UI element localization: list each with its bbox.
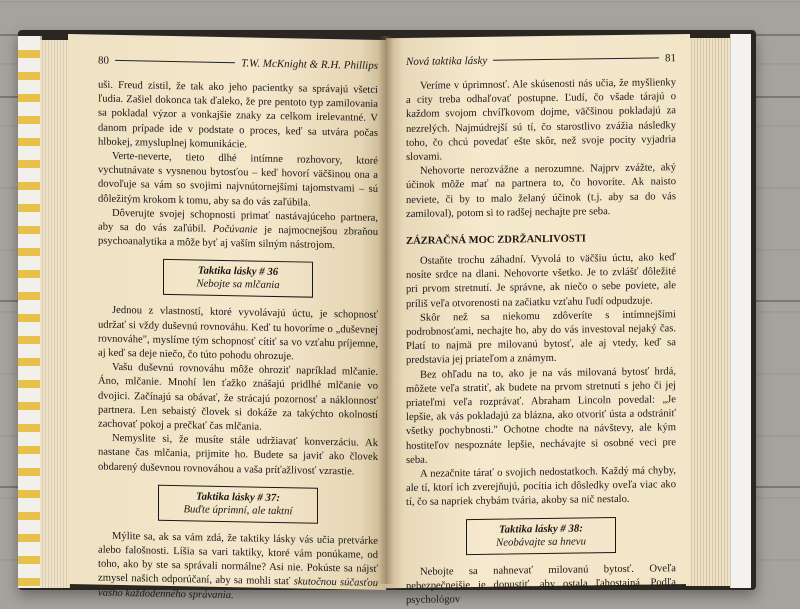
emphasis: skutočnou súčasťou vášho každodenného správania. xyxy=(98,576,378,601)
book-cover-right xyxy=(730,34,751,588)
book-gutter xyxy=(378,36,394,584)
right-page xyxy=(386,34,690,607)
paragraph: Verte-neverte, tieto dlhé intímne rozhovory, ktoré vychutnávate s vysnenou bytosťou – keď hovorí väčšinou ona a dovoľuje sa vám so svojimi najvnútornejšími tajomstvami – sú dôležitým krokom k tomu, aby sa do vás zaľúbila. xyxy=(98,150,378,209)
paragraph: Nebojte sa nahnevať milovanú bytosť. Oveľa nebezpečnejšie je dopustiť, aby ostala ľahostajná. Podľa psychológov xyxy=(406,562,676,607)
header-rule xyxy=(493,57,659,60)
paragraph: Veríme v úprimnosť. Ale skúsenosti nás učia, že myšlienky a city treba odhaľovať postupne. Ľudí, čo všade tárajú o každom svojom chvíľkovom dojme, väčšinou pokladajú za nezrelých. Najmúdrejší sú tí, čo starostlivo zvážia následky toho, čo chcú povedať ešte skôr, než svoje pocity vyjadria slovami. xyxy=(406,77,676,163)
paragraph: Ostaňte trochu záhadní. Vyvolá to väčšiu úctu, ako keď nosíte srdce na dlani. Nehovorte všetko. Je to zvlášť dôležité pri prvom stretnutí. Je správne, ak niečo o sebe poviete, ale príliš veľa otvorenosti na začiatku vzťahu ľudí odpudzuje. xyxy=(406,252,676,310)
paragraph: Nehovorte nerozvážne a nerozumne. Najprv zvážte, aký účinok môže mať na partnera to, čo hovoríte. Ak naisto neviete, či by to malo želaný účinok (t.j. aby sa do vás zamiloval), potom si to radšej nechajte pre seba. xyxy=(406,162,676,220)
left-running-head: T.W. McKnight & R.H. Phillips xyxy=(241,57,378,72)
left-page-header xyxy=(98,55,378,72)
paragraph: uši. Freud zistil, že tak ako jeho pacientky sa správajú všetci ľudia. Zašiel dokonca tak ďaleko, že pre pentoto typ zamilovania sa pokladal výzor a vonkajšie znaky za celkom irelevantné. V danom prípade ide v podstate o proces, keď sa utvára počas hlbokej, zmysluplnej komunikácie. xyxy=(98,79,378,151)
tactic-text: Nebojte sa mlčania xyxy=(196,277,280,292)
tactic-title: Taktika lásky # 37: xyxy=(196,490,280,504)
left-page-number: 80 xyxy=(98,54,109,67)
paragraph: Jednou z vlastností, ktoré vyvolávajú úctu, je schopnosť udržať si vždy duševnú rovnováhu. Keď tu hovoríme o „duševnej rovnováhe", myslíme tým schopnosť cítiť sa vo vzťahu príjemne, aj keď sa deje niečo, čo túto pohodu ohrozuje. xyxy=(98,305,378,363)
header-rule xyxy=(115,60,235,63)
right-page-header xyxy=(406,52,676,68)
emphasis: Počúvanie xyxy=(212,223,258,236)
page-stack-left xyxy=(40,40,70,588)
tactic-text: Neobávajte sa hnevu xyxy=(496,535,586,549)
paragraph: A nezačnite tárať o svojich nedostatkoch. Každý má chyby, ale tí, ktorí ich zverejňujú, pocítia ich dôsledky oveľa viac ako tí, čo sa napriek chybám tvária, akoby sa nič nestalo. xyxy=(406,465,676,509)
book-cover-left xyxy=(18,36,42,588)
paragraph: Bez ohľadu na to, ako je na vás milovaná bytosť hrdá, môžete veľa stratiť, ak budete na prvom stretnutí s jeho či jej priateľmi veľa rozprávať. Abraham Lincoln povedal: „Je lepšie, ak vás pokladajú za blázna, ako otvoriť ústa a odstrániť všetky pochybnosti." Ochotne chodte na návštevy, ale kým hostiteľov nespoznáte lepšie, nechávajte si osobné veci pre seba. xyxy=(406,365,676,466)
page-stack-right xyxy=(686,38,734,586)
tactic-box-38 xyxy=(466,517,616,555)
paragraph: Dôverujte svojej schopnosti primať nastávajúceho partnera, aby sa do vás zaľúbil. Počúvanie je najmocnejšou zbraňou psychoanalytika a môže byť aj vaším silným nástrojom. xyxy=(98,207,378,252)
paragraph: Nemyslite si, že musíte stále udržiavať konverzáciu. Ak nastane čas mlčania, prijmite ho. Budete sa javiť ako človek obdarený duševnou rovnováhou a vaša príťažlivosť vzrastie. xyxy=(98,433,378,478)
right-running-head: Nová taktika lásky xyxy=(406,54,488,68)
right-page-number: 81 xyxy=(665,52,676,65)
tactic-title: Taktika lásky # 36 xyxy=(197,264,279,279)
tactic-text: Buďte úprimní, ale taktní xyxy=(183,503,293,518)
paragraph: Vašu duševnú rovnováhu môže ohroziť napríklad mlčanie. Áno, mlčanie. Mnohí len ťažko znášajú pridlhé mlčanie vo dvojici. Začínajú sa obávať, že strácajú pozornosť a náklonnosť partnera. Len sebaistý človek si dokáže za takýchto okolností zachovať pokoj a prečkať čas mlčania. xyxy=(98,362,378,433)
tactic-box-37 xyxy=(158,485,318,524)
tactic-box-36 xyxy=(163,259,313,298)
left-page xyxy=(68,34,386,601)
section-heading: ZÁZRAČNÁ MOC ZDRŽANLIVOSTI xyxy=(406,233,586,247)
paragraph: Skôr než sa niekomu zdôveríte s intímnejšími podrobnosťami, nechajte ho, aby do vás investoval nejaký čas. Platí to najmä pre milovanú bytosť, ale aj vtedy, keď sa predstavia jej priateľom a známym. xyxy=(406,309,676,367)
tactic-title: Taktika lásky # 38: xyxy=(499,522,583,536)
paragraph: Mýlite sa, ak sa vám zdá, že taktiky lásky vás učia pretvárke alebo falošnosti. Líšia sa vari taktiky, ktoré vám ponúkame, od toho, ako by ste sa správali normálne? Asi nie. Pokúste sa nájsť zmysel našich odporúčaní, aby sa mohli stať skutočnou súčasťou vášho každodenného správania. xyxy=(98,530,378,601)
